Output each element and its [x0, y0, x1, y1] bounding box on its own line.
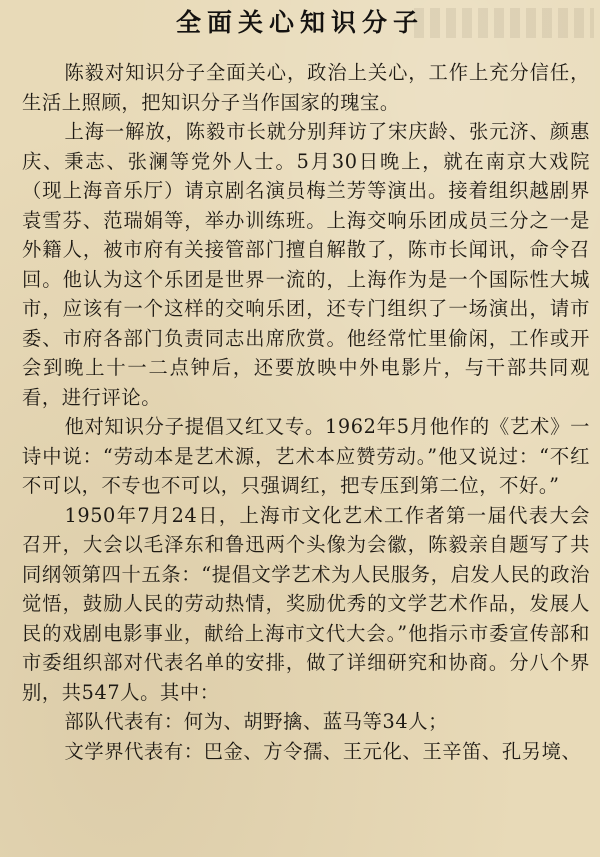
list-item-literature: 文学界代表有：巴金、方令孺、王元化、王辛笛、孔另境、	[64, 739, 582, 763]
paragraph-congress: 1950年7月24日，上海市文化艺术工作者第一届代表大会召开，大会以毛泽东和鲁迅两个头像为会徽，陈毅亲自题写了共同纲领第四十五条：“提倡文学艺术为人民服务，启发人民的政治觉悟，鼓励人民的劳动热情，奖励优秀的文学艺术作品，发展人民的戏剧电影事业，献给上海市文代大会。”他指示市委宣传部和市委组织部对代表名单的安排，做了详细研究和协商。分八个界别，共547人。其中：	[22, 503, 590, 704]
paragraph-red-and-expert: 他对知识分子提倡又红又专。1962年5月他作的《艺术》一诗中说：“劳动本是艺术源，艺术本应赞劳动。”他又说过：“不红不可以，不专也不可以，只强调红，把专压到第二位，不好。”	[22, 415, 590, 497]
paragraph-intro: 陈毅对知识分子全面关心，政治上关心，工作上充分信任，生活上照顾，把知识分子当作国家的瑰宝。	[22, 61, 590, 114]
paragraph-liberation: 上海一解放，陈毅市长就分别拜访了宋庆龄、张元济、颜惠庆、秉志、张澜等党外人士。5月30日晚上，就在南京大戏院（现上海音乐厅）请京剧名演员梅兰芳等演出。接着组织越剧界袁雪芬、范瑞娟等，举办训练班。上海交响乐团成员三分之一是外籍人，被市府有关接管部门擅自解散了，陈市长闻讯，命令召回。他认为这个乐团是世界一流的，上海作为是一个国际性大城市，应该有一个这样的交响乐团，还专门组织了一场演出，请市委、市府各部门负责同志出席欣赏。他经常忙里偷闲，工作或开会到晚上十一二点钟后，还要放映中外电影片，与干部共同观看，进行评论。	[22, 120, 590, 409]
article-title: 全面关心知识分子	[175, 8, 424, 37]
article-body	[22, 58, 590, 766]
list-item-military: 部队代表有：何为、胡野擒、蓝马等34人；	[64, 710, 449, 733]
